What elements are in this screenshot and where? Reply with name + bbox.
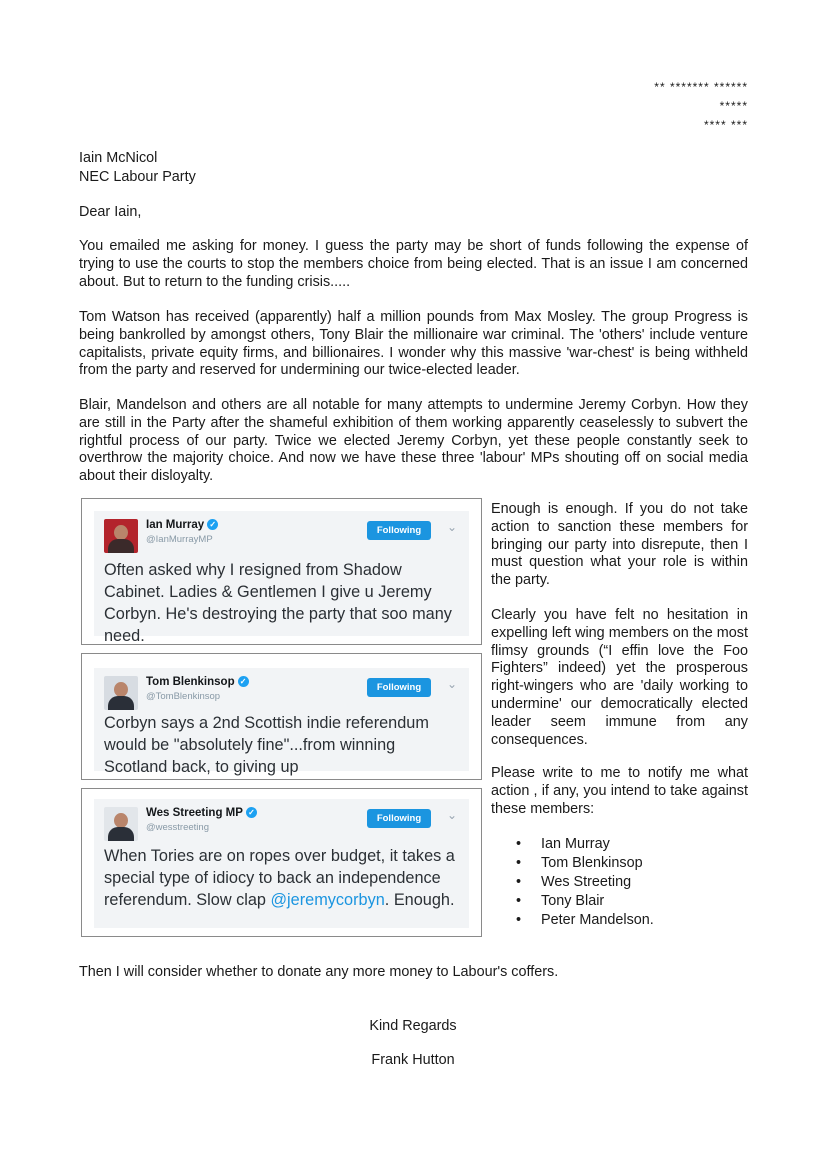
- body-paragraph: Tom Watson has received (apparently) half a million pounds from Max Mosley. The group Progress is being bankrolled by amongst others, Tony Blair the millionaire war criminal. The 'others' include venture capitalists, private equity firms, and billionaires. I wonder why this massive 'war-chest' is being withheld from the party and reserved for undermining our twice-elected leader.: [79, 309, 748, 379]
- tweet-card: [81, 788, 482, 937]
- list-item: • Tom Blenkinsop: [491, 854, 654, 873]
- tweet-body: [94, 668, 469, 776]
- tweet-author: [146, 676, 249, 688]
- tweet-handle: @IanMurrayMP: [146, 534, 213, 545]
- recipient-name: Iain McNicol: [79, 150, 158, 166]
- tweet-handle: @TomBlenkinsop: [146, 691, 221, 702]
- sender-address: [654, 78, 748, 135]
- verified-icon: ✓: [207, 519, 218, 530]
- side-paragraph: Enough is enough. If you do not take action to sanction these members for bringing our party into disrepute, then I must question what your role is within the party.: [491, 501, 748, 589]
- address-line: **** ***: [703, 118, 748, 132]
- following-button: Following: [367, 521, 431, 540]
- tweet-body: [94, 511, 469, 645]
- tweet-screenshots: [81, 498, 482, 937]
- list-item: • Wes Streeting: [491, 873, 654, 892]
- verified-icon: ✓: [238, 676, 249, 687]
- recipient-org: NEC Labour Party: [79, 169, 196, 185]
- following-button: Following: [367, 678, 431, 697]
- author-name: Ian Murray: [146, 519, 205, 531]
- following-button: Following: [367, 809, 431, 828]
- salutation: Dear Iain,: [79, 204, 142, 220]
- chevron-down-icon: ⌄: [446, 808, 457, 822]
- list-item: • Ian Murray: [491, 835, 654, 854]
- tweet-body: [94, 799, 469, 928]
- list-item: • Peter Mandelson.: [491, 911, 654, 930]
- tweet-author: [146, 807, 257, 819]
- mention-link: @jeremycorbyn: [270, 891, 385, 909]
- author-name: Wes Streeting MP: [146, 807, 243, 819]
- members-list: [491, 835, 654, 930]
- tweet-text-main: When Tories are on ropes over budget, it takes a special type of idiocy to back an independence referendum. Slow clap: [104, 847, 455, 909]
- body-paragraph: Blair, Mandelson and others are all notable for many attempts to undermine Jeremy Corbyn. How they are still in the Party after the shameful exhibition of them working apparently ceaselessly to subvert the rightful process of our party. Twice we elected Jeremy Corbyn, yet these people constantly seek to overthrow the majority choice. And now we have these three 'labour' MPs shouting off on social media about their disloyalty.: [79, 397, 748, 485]
- sign-off: Kind Regards: [369, 1018, 457, 1034]
- side-paragraph: Clearly you have felt no hesitation in expelling left wing members on the most flimsy grounds (“I effin love the Foo Fighters” indeed) yet the prosperous right-wingers who are 'daily working to undermine' our democratically elected leader seem immune from any consequences.: [491, 607, 748, 748]
- avatar: [104, 519, 138, 553]
- body-paragraph: You emailed me asking for money. I guess the party may be short of funds following the expense of trying to use the courts to stop the members choice from being elected. That is an issue I am concerned about. But to return to the funding crisis.....: [79, 238, 748, 290]
- signature-name: Frank Hutton: [371, 1052, 455, 1068]
- side-paragraph: Please write to me to notify me what action , if any, you intend to take against these members:: [491, 765, 748, 817]
- avatar: [104, 676, 138, 710]
- tweet-card: [81, 653, 482, 780]
- address-line: ** ******* ******: [654, 80, 748, 94]
- tweet-card: [81, 498, 482, 645]
- tweet-text: Corbyn says a 2nd Scottish indie referendum would be "absolutely fine"...from winning Scotland back, to giving up: [104, 714, 429, 776]
- recipient-block: [79, 149, 196, 187]
- list-item: • Tony Blair: [491, 892, 654, 911]
- tweet-text: Often asked why I resigned from Shadow Cabinet. Ladies & Gentlemen I give u Jeremy Corbyn. He's destroying the party that soo many need.: [104, 561, 452, 645]
- address-line: *****: [719, 99, 748, 113]
- chevron-down-icon: ⌄: [446, 520, 457, 534]
- tweet-text: [104, 845, 455, 911]
- closing-line: Then I will consider whether to donate any more money to Labour's coffers.: [79, 964, 559, 980]
- chevron-down-icon: ⌄: [446, 677, 457, 691]
- tweet-handle: @wesstreeting: [146, 822, 209, 833]
- author-name: Tom Blenkinsop: [146, 676, 235, 688]
- tweet-author: [146, 519, 218, 531]
- tweet-text-end: . Enough.: [384, 891, 455, 909]
- avatar: [104, 807, 138, 841]
- verified-icon: ✓: [246, 807, 257, 818]
